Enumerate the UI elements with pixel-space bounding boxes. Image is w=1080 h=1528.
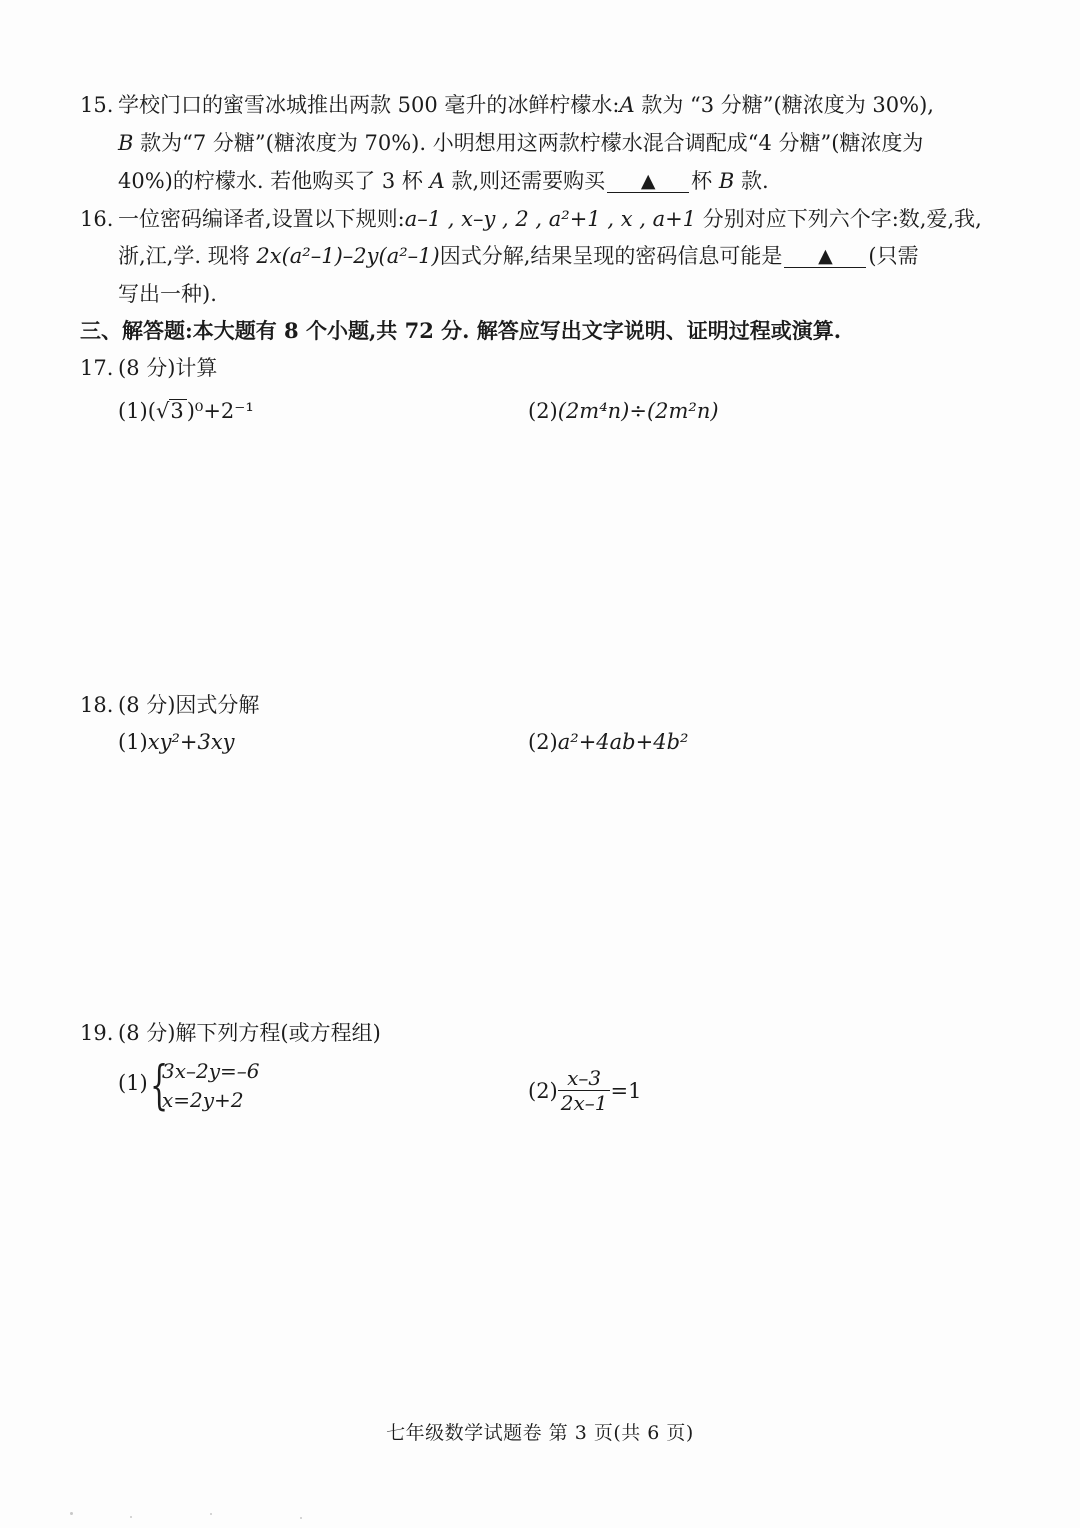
- q18-title-line: [80, 690, 259, 720]
- q16-text-2b: 因式分解,结果呈现的密码信息可能是: [439, 244, 783, 268]
- triangle-icon: ▲: [818, 245, 833, 267]
- q19-part-2-rhs: =1: [610, 1079, 642, 1103]
- q15-text-3d: 杯: [691, 169, 719, 193]
- q16-line-2: [118, 241, 919, 271]
- q15-line-2: [118, 128, 923, 158]
- q15-var-a-2: A: [429, 169, 445, 193]
- q15-text-1c: 款为 “3 分糖”(糖浓度为 30%),: [634, 93, 934, 117]
- sqrt-radicand: 3: [169, 399, 186, 422]
- q15-text-3c: 款,则还需要购买: [444, 169, 606, 193]
- q15-var-a: A: [619, 93, 635, 117]
- q17-number: 17.: [80, 356, 114, 380]
- q15-answer-blank[interactable]: [607, 169, 689, 193]
- q18-part-2: [528, 727, 688, 757]
- q17-part-2-expression: (2m⁴n)÷(2m²n): [557, 399, 719, 423]
- q19-title-line: [80, 1018, 381, 1048]
- q15-text-2b: 款为“7 分糖”(糖浓度为 70%). 小明想用这两款柠檬水混合调配成“4 分糖”(糖浓度为: [133, 131, 924, 155]
- section-3-title: 三、解答题:本大题有 8 个小题,共 72 分. 解答应写出文字说明、证明过程或演算.: [80, 318, 842, 343]
- q19-fraction-denominator: 2x–1: [560, 1091, 608, 1115]
- q15-text-1a: 学校门口的蜜雪冰城推出两款 500 毫升的冰鲜柠檬水:: [118, 93, 620, 117]
- q19-fraction: [558, 1066, 611, 1115]
- q18-title: (8 分)因式分解: [118, 693, 260, 717]
- q15-line-1: [80, 90, 934, 120]
- sqrt-expression: [156, 396, 187, 426]
- q16-line-3: [118, 279, 217, 309]
- scan-speck: [130, 1516, 132, 1518]
- q16-text-1a: 一位密码编译者,设置以下规则:: [118, 207, 405, 231]
- q16-text-2a: 浙,江,学. 现将: [118, 244, 257, 268]
- q19-title: (8 分)解下列方程(或方程组): [118, 1021, 381, 1045]
- q18-part-1-expression: xy²+3xy: [147, 730, 235, 754]
- left-brace-icon: {: [150, 1056, 169, 1116]
- q15-var-b: B: [118, 131, 134, 155]
- sqrt-icon: √: [155, 399, 170, 423]
- q17-part-2: [528, 396, 719, 426]
- q17-part-1-open: (: [147, 399, 156, 423]
- q17-part-1: [118, 396, 254, 426]
- q16-rule-list: a–1 , x–y , 2 , a²+1 , x , a+1: [404, 207, 697, 231]
- q19-equation-system: [150, 1058, 290, 1118]
- page-footer: 七年级数学试题卷 第 3 页(共 6 页): [386, 1422, 694, 1444]
- section-3-heading: [80, 316, 841, 346]
- q15-text-3f: 款.: [734, 169, 769, 193]
- q19-system-eq-2: [162, 1085, 244, 1115]
- q16-text-3: 写出一种).: [118, 282, 217, 306]
- q19-number: 19.: [80, 1021, 114, 1045]
- q18-part-2-expression: a²+4ab+4b²: [557, 730, 689, 754]
- q17-part-1-label: (1): [118, 399, 148, 423]
- q15-var-b-2: B: [718, 169, 735, 193]
- q16-text-1b: 分别对应下列六个字:数,爱,我,: [696, 207, 982, 231]
- q15-line-3: [118, 166, 769, 196]
- triangle-icon: ▲: [640, 170, 656, 192]
- q17-part-1-tail: )⁰+2⁻¹: [186, 399, 254, 423]
- q17-part-2-label: (2): [528, 399, 558, 423]
- scan-speck: [210, 1513, 212, 1515]
- q15-number: 15.: [80, 93, 114, 117]
- scan-speck: [300, 1517, 302, 1519]
- q17-title-line: [80, 353, 217, 383]
- q18-part-1: [118, 727, 235, 757]
- q19-part-1-label: (1): [118, 1071, 148, 1095]
- q16-expression: 2x(a²–1)–2y(a²–1): [256, 244, 440, 268]
- q19-eq-1-text: 3x–2y=–6: [162, 1059, 260, 1083]
- q16-answer-blank[interactable]: [784, 244, 866, 268]
- q19-eq-2-text: x=2y+2: [162, 1088, 244, 1112]
- q18-number: 18.: [80, 693, 114, 717]
- q19-part-2: [528, 1068, 641, 1117]
- q19-part-2-label: (2): [528, 1079, 558, 1103]
- q17-title: (8 分)计算: [118, 356, 218, 380]
- q18-part-1-label: (1): [118, 730, 148, 754]
- q19-fraction-numerator: x–3: [558, 1066, 611, 1091]
- q19-system-eq-1: [162, 1056, 260, 1086]
- q18-part-2-label: (2): [528, 730, 558, 754]
- q16-line-1: [80, 204, 982, 234]
- q16-number: 16.: [80, 207, 114, 231]
- q16-text-2c: (只需: [868, 244, 919, 268]
- q15-text-3a: 40%)的柠檬水. 若他购买了 3 杯: [118, 169, 430, 193]
- scan-speck: [70, 1512, 73, 1515]
